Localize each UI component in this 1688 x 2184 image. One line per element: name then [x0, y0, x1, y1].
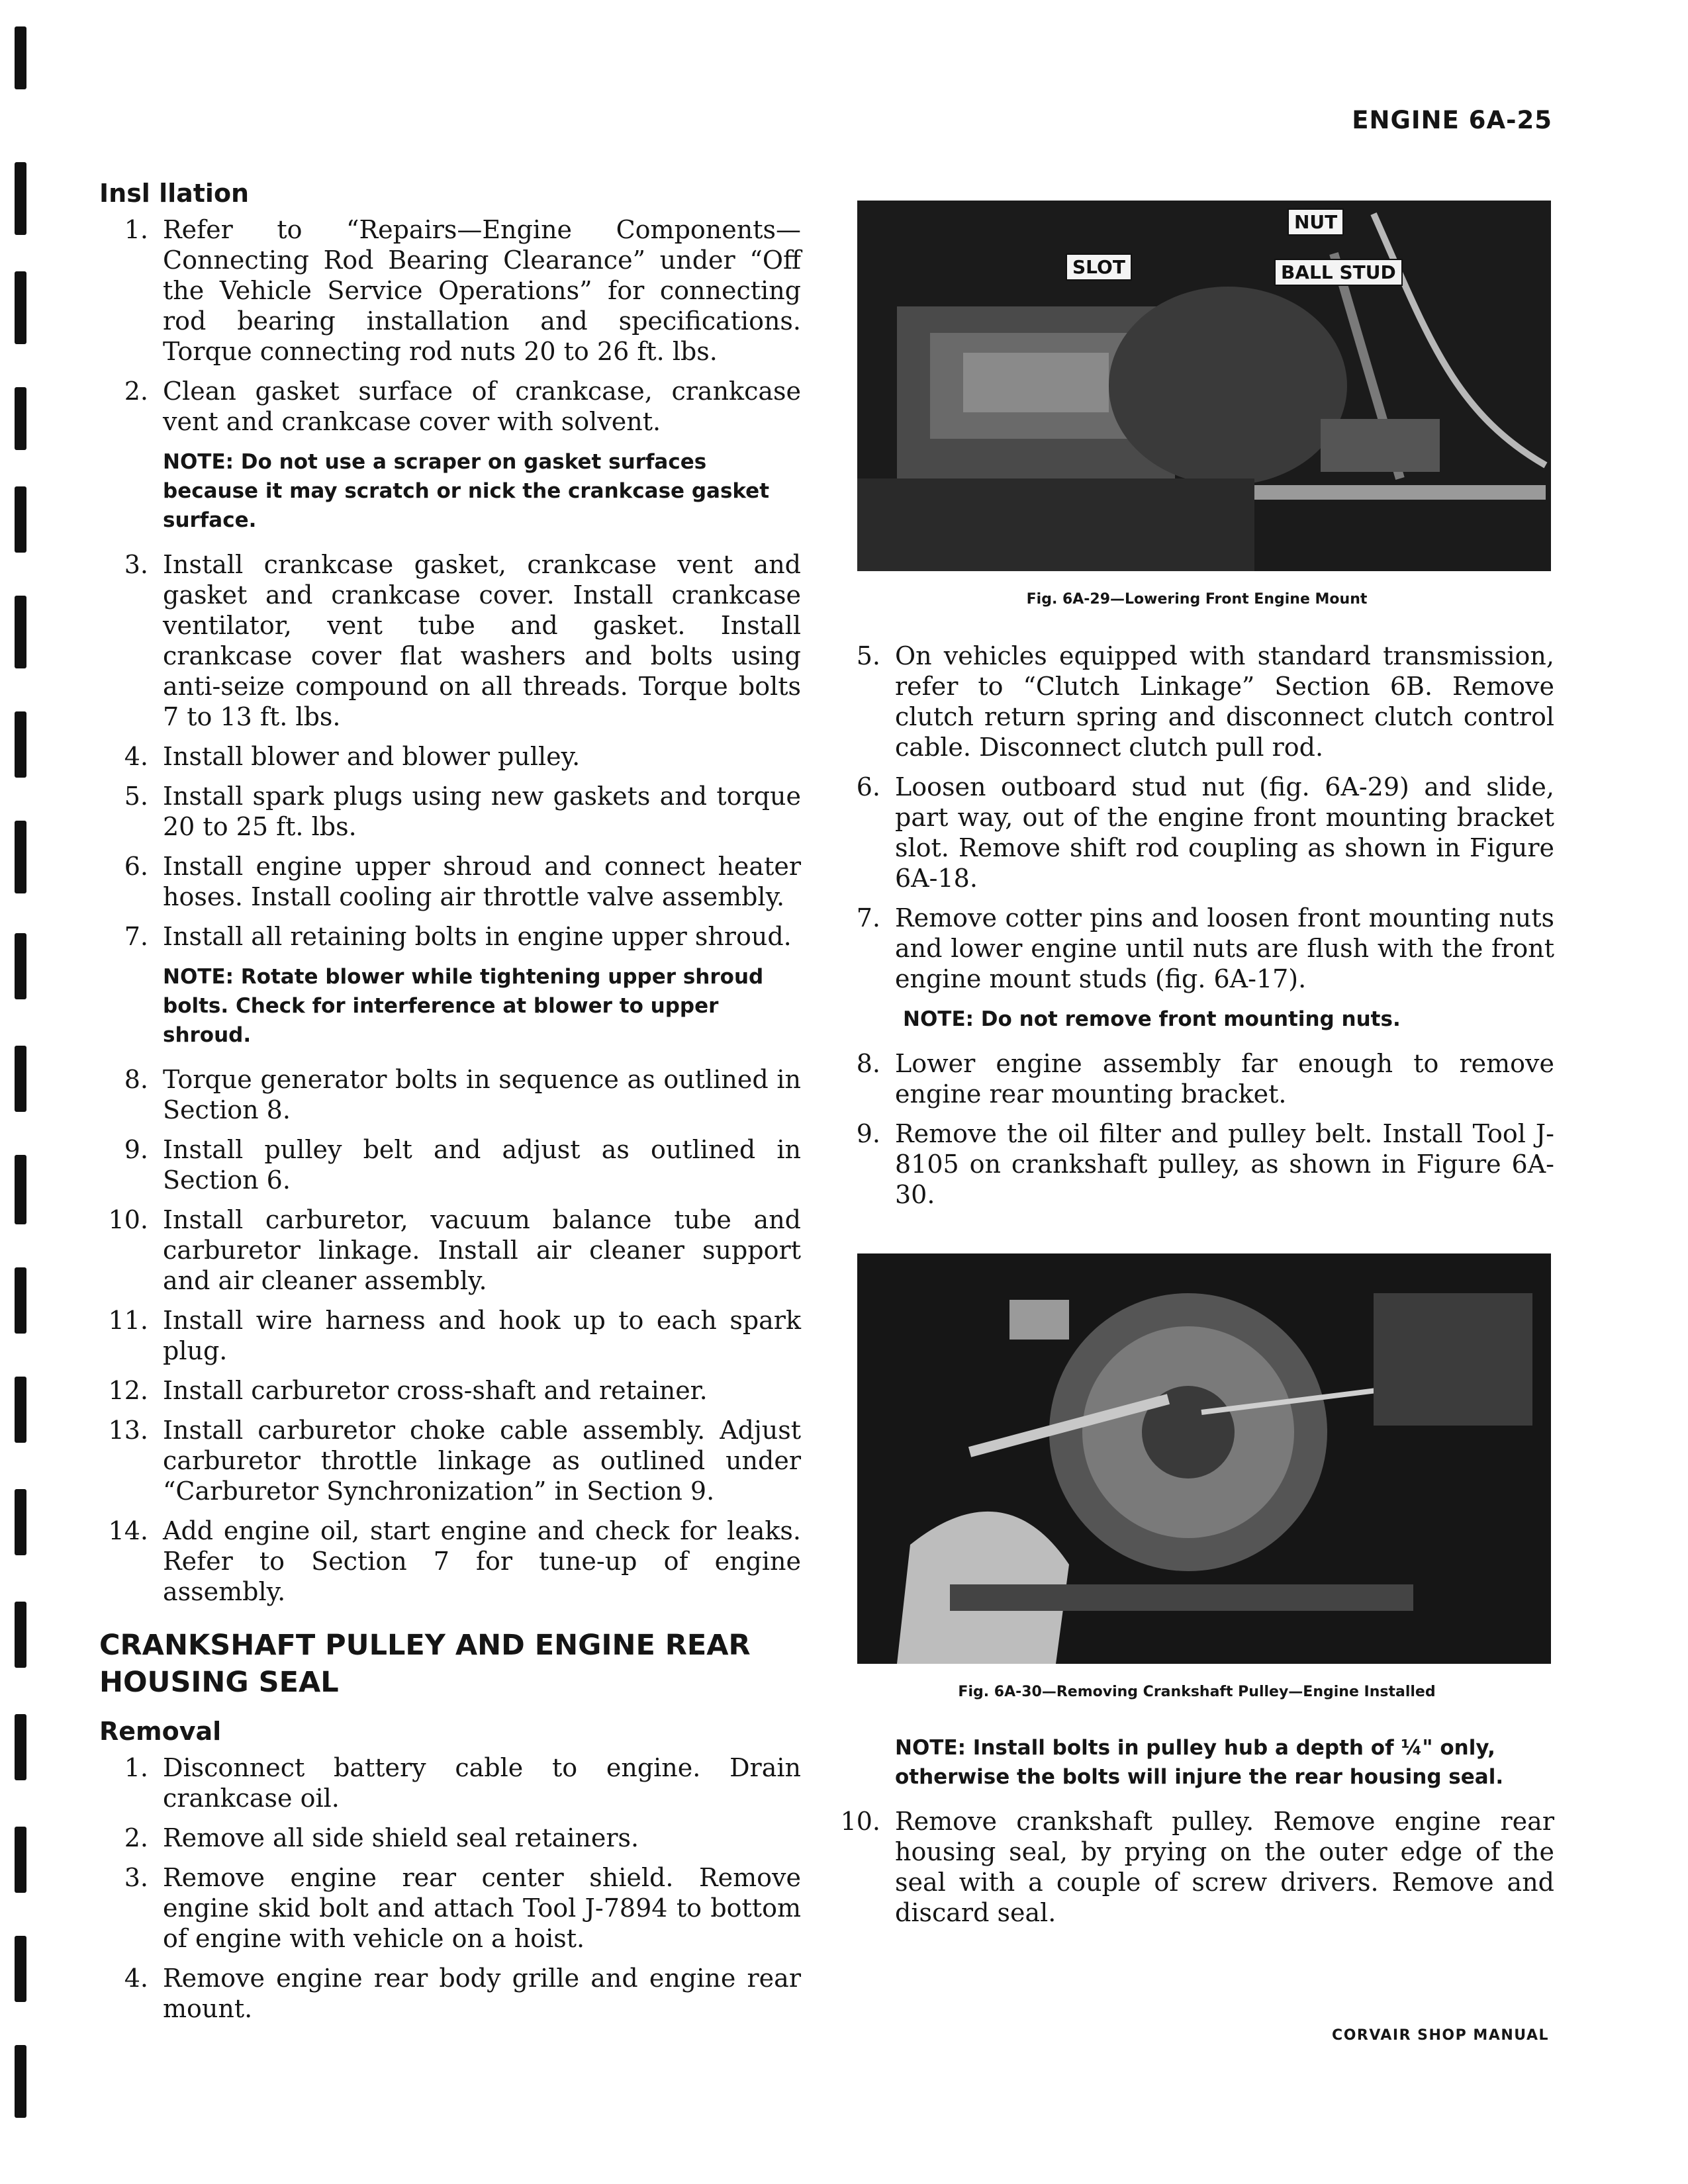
- installation-steps-final: [99, 1064, 801, 1607]
- step-text: Install engine upper shroud and connect heater hoses. Install cooling air throttle valve assembly.: [163, 852, 801, 911]
- step-text: Add engine oil, start engine and check for leaks. Refer to Section 7 for tune-up of engine assembly.: [163, 1516, 801, 1606]
- section-heading-line2: HOUSING SEAL: [99, 1666, 339, 1699]
- list-item: [839, 772, 1554, 893]
- list-item: [99, 1305, 801, 1366]
- step-number: 6.: [856, 772, 880, 801]
- installation-heading: Insl llation: [99, 179, 250, 208]
- page-header: ENGINE 6A-25: [1352, 106, 1552, 134]
- installation-steps-continued: [99, 549, 801, 952]
- step-number: 7.: [124, 922, 148, 951]
- step-number: 9.: [856, 1119, 880, 1148]
- step-text: Install blower and blower pulley.: [163, 742, 581, 771]
- list-item: [99, 1134, 801, 1195]
- list-item: [99, 1064, 801, 1125]
- removal-steps-final: [839, 1806, 1554, 1928]
- list-item: [99, 1823, 801, 1853]
- left-column: [99, 179, 801, 2033]
- list-item: [99, 1375, 801, 1406]
- step-text: Remove engine rear body grille and engine rear mount.: [163, 1964, 801, 2023]
- section-heading: [99, 1627, 801, 1701]
- figure-6a-30-caption: Fig. 6A-30—Removing Crankshaft Pulley—Engine Installed: [958, 1684, 1436, 1700]
- list-item: [99, 549, 801, 732]
- step-text: Install all retaining bolts in engine upper shroud.: [163, 922, 792, 951]
- page-footer: CORVAIR SHOP MANUAL: [1332, 2027, 1549, 2044]
- figure-6a-29-caption: Fig. 6A-29—Lowering Front Engine Mount: [1026, 591, 1368, 608]
- step-number: 10.: [108, 1205, 148, 1234]
- list-item: [839, 641, 1554, 762]
- step-number: 8.: [856, 1049, 880, 1078]
- list-item: [99, 1963, 801, 2024]
- note-front-mounting-nuts: NOTE: Do not remove front mounting nuts.: [903, 1007, 1401, 1031]
- step-text: Remove the oil filter and pulley belt. Install Tool J-8105 on crankshaft pulley, as shown in Figure 6A-30.: [895, 1119, 1554, 1209]
- step-number: 6.: [124, 852, 148, 881]
- note-rotate-blower: NOTE: Rotate blower while tightening upper shroud bolts. Check for interference at blower to upper shroud.: [163, 965, 764, 1047]
- step-number: 13.: [108, 1416, 148, 1445]
- step-number: 3.: [124, 1863, 148, 1892]
- figure-6a-29-photo: [857, 201, 1551, 571]
- list-item: [839, 1118, 1554, 1210]
- step-text: Install crankcase gasket, crankcase vent and gasket and crankcase cover. Install crankcase ventilator, vent tube and gasket. Install crankcase cover flat washers and bolts using anti-seize compound on all threads. Torque bolts 7 to 13 ft. lbs.: [163, 550, 801, 731]
- step-number: 10.: [840, 1807, 880, 1836]
- note-pulley-hub-bolts: NOTE: Install bolts in pulley hub a depth of ¼" only, otherwise the bolts will injure the rear housing seal.: [895, 1736, 1504, 1789]
- list-item: [839, 903, 1554, 994]
- step-text: Install spark plugs using new gaskets and torque 20 to 25 ft. lbs.: [163, 782, 801, 841]
- step-text: Install pulley belt and adjust as outlined in Section 6.: [163, 1135, 801, 1195]
- list-item: [99, 781, 801, 842]
- figure-6a-30-photo: [857, 1253, 1551, 1664]
- right-column: [839, 201, 1554, 1937]
- step-number: 3.: [124, 550, 148, 579]
- step-text: Remove crankshaft pulley. Remove engine rear housing seal, by prying on the outer edge of the seal with a couple of screw drivers. Remove and discard seal.: [895, 1807, 1554, 1927]
- installation-steps: [99, 214, 801, 437]
- list-item: [99, 741, 801, 772]
- step-number: 12.: [108, 1376, 148, 1405]
- step-number: 9.: [124, 1135, 148, 1164]
- step-text: Install carburetor choke cable assembly. Adjust carburetor throttle linkage as outlined under “Carburetor Synchronization” in Section 9.: [163, 1416, 801, 1506]
- step-number: 7.: [856, 903, 880, 933]
- step-text: Remove cotter pins and loosen front mounting nuts and lower engine until nuts are flush with the front engine mount studs (fig. 6A-17).: [895, 903, 1554, 993]
- note-gasket-scraper: NOTE: Do not use a scraper on gasket surfaces because it may scratch or nick the crankcase gasket surface.: [163, 450, 770, 532]
- step-number: 2.: [124, 1823, 148, 1852]
- removal-steps-continued: [839, 641, 1554, 994]
- label-nut: NUT: [1288, 208, 1344, 236]
- step-text: Disconnect battery cable to engine. Drain crankcase oil.: [163, 1753, 801, 1813]
- step-text: Loosen outboard stud nut (fig. 6A-29) and slide, part way, out of the engine front mounting bracket slot. Remove shift rod coupling as shown in Figure 6A-18.: [895, 772, 1554, 893]
- list-item: [839, 1048, 1554, 1109]
- list-item: [99, 1415, 801, 1506]
- step-number: 1.: [124, 1753, 148, 1782]
- step-number: 1.: [124, 215, 148, 244]
- label-slot: SLOT: [1066, 253, 1132, 281]
- list-item: [99, 1516, 801, 1607]
- list-item: [839, 1806, 1554, 1928]
- step-text: Remove engine rear center shield. Remove engine skid bolt and attach Tool J-7894 to bottom of engine with vehicle on a hoist.: [163, 1863, 801, 1953]
- step-number: 11.: [108, 1306, 148, 1335]
- removal-steps: [99, 1752, 801, 2024]
- step-number: 5.: [856, 641, 880, 670]
- removal-steps-more: [839, 1048, 1554, 1210]
- list-item: [99, 1752, 801, 1813]
- step-number: 2.: [124, 377, 148, 406]
- step-number: 4.: [124, 742, 148, 771]
- removal-heading: Removal: [99, 1717, 222, 1746]
- list-item: [99, 1862, 801, 1954]
- list-item: [99, 851, 801, 912]
- step-text: Install carburetor cross-shaft and retainer.: [163, 1376, 708, 1405]
- step-text: Lower engine assembly far enough to remove engine rear mounting bracket.: [895, 1049, 1554, 1109]
- list-item: [99, 1205, 801, 1296]
- list-item: [99, 376, 801, 437]
- step-text: Remove all side shield seal retainers.: [163, 1823, 639, 1852]
- step-number: 8.: [124, 1065, 148, 1094]
- step-number: 4.: [124, 1964, 148, 1993]
- list-item: [99, 921, 801, 952]
- binding-margin: [0, 0, 53, 2184]
- step-text: On vehicles equipped with standard transmission, refer to “Clutch Linkage” Section 6B. Remove clutch return spring and disconnect clutch control cable. Disconnect clutch pull rod.: [895, 641, 1554, 762]
- step-text: Install carburetor, vacuum balance tube and carburetor linkage. Install air cleaner support and air cleaner assembly.: [163, 1205, 801, 1295]
- step-text: Torque generator bolts in sequence as outlined in Section 8.: [163, 1065, 801, 1124]
- step-text: Refer to “Repairs—Engine Components—Connecting Rod Bearing Clearance” under “Off the Vehicle Service Operations” for connecting rod bearing installation and specifications. Torque connecting rod nuts 20 to 26 ft. lbs.: [163, 215, 801, 366]
- step-number: 5.: [124, 782, 148, 811]
- step-number: 14.: [108, 1516, 148, 1545]
- list-item: [99, 214, 801, 367]
- step-text: Clean gasket surface of crankcase, crankcase vent and crankcase cover with solvent.: [163, 377, 801, 436]
- step-text: Install wire harness and hook up to each spark plug.: [163, 1306, 801, 1365]
- label-ball-stud: BALL STUD: [1274, 259, 1403, 286]
- section-heading-line1: CRANKSHAFT PULLEY AND ENGINE REAR: [99, 1629, 751, 1662]
